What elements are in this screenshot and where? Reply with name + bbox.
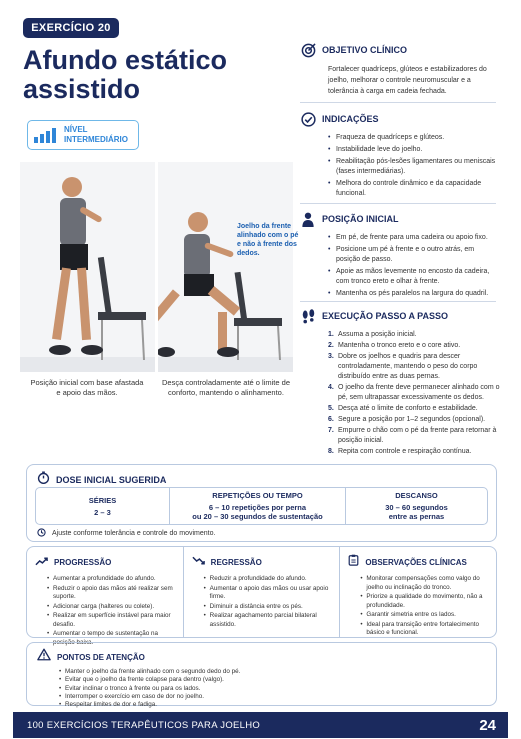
indications-title: INDICAÇÕES: [322, 114, 379, 124]
indications-section: [300, 111, 500, 201]
clipboard-icon: [348, 553, 359, 571]
list-item: • Reabilitação pós-lesões ligamentares ou meniscais (fases intermediárias).: [328, 157, 500, 177]
divider: [300, 102, 496, 103]
list-item: • Evitar inclinar o tronco à frente ou para os lados.: [59, 685, 486, 693]
list-item: 7. Empurre o chão com o pé da frente para retornar à posição inicial.: [328, 427, 497, 444]
list-item: 3. Dobre os joelhos e quadris para descer controladamente, mantendo o peso do corpo distribuído entre as duas pernas.: [328, 353, 478, 380]
progression-title: PROGRESSÃO: [54, 557, 112, 567]
list-item: • Aumentar o apoio das mãos ou usar apoio firme.: [204, 585, 332, 602]
divider: [300, 203, 496, 204]
list-item: • Interromper o exercício em caso de dor no joelho.: [59, 693, 486, 701]
progression-column: [27, 547, 184, 646]
page-title: Afundo estático assistido: [23, 45, 228, 104]
warning-icon: [37, 648, 51, 666]
list-item: • Evitar que o joelho da frente colapse para dentro (valgo).: [59, 676, 486, 684]
list-item: • Manter o joelho da frente alinhado com o segundo dedo do pé.: [59, 668, 486, 676]
clock-icon: [37, 528, 46, 539]
dose-title: DOSE INICIAL SUGERIDA: [56, 475, 167, 485]
dose-panel: [26, 464, 497, 542]
list-item: • Fraqueza de quadríceps e glúteos.: [328, 133, 500, 143]
reps-header: REPETIÇÕES OU TEMPO: [212, 491, 303, 500]
rest-header: DESCANSO: [395, 491, 438, 500]
dose-footnote: Ajuste conforme tolerância e controle do movimento.: [52, 530, 216, 537]
list-item: 2. Mantenha o tronco ereto e o core ativo.: [328, 342, 461, 349]
initial-position-section: [300, 211, 500, 301]
list-item: 1. Assuma a posição inicial.: [328, 331, 417, 338]
objective-text: Fortalecer quadríceps, glúteos e estabilizadores do joelho, melhorar o controle neuromuscular e a tolerância à carga em cadeia fechada.: [328, 66, 487, 95]
person-icon: [300, 211, 316, 227]
check-circle-icon: [300, 111, 316, 127]
list-item: • Adicionar carga (halteres ou colete).: [47, 603, 175, 612]
attention-panel: [26, 642, 497, 709]
list-item: • Posicione um pé à frente e o outro atrás, em posição de passo.: [328, 245, 500, 265]
rest-value-line2: entre as pernas: [388, 512, 445, 521]
list-item: • Aumentar a profundidade do afundo.: [47, 575, 175, 584]
list-item: • Melhora do controle dinâmico e da capacidade funcional.: [328, 179, 500, 199]
initial-position-title: POSIÇÃO INICIAL: [322, 214, 399, 224]
reps-value-line1: 6 – 10 repetições por perna: [208, 503, 307, 512]
list-item: • Em pé, de frente para uma cadeira ou apoio fixo.: [328, 233, 500, 243]
figure-note: Joelho da frente alinhado com o pé e não à frente dos dedos.: [237, 223, 299, 257]
list-item: 8. Repita com controle e respiração contínua.: [328, 448, 472, 455]
rest-value-line1: 30 – 60 segundos: [385, 503, 448, 512]
progression-panel: [26, 546, 497, 646]
target-icon: [300, 42, 316, 58]
list-item: • Apoie as mãos levemente no encosto da cadeira, com tronco ereto e olhar à frente.: [328, 267, 500, 287]
level-bars-icon: [34, 127, 56, 143]
list-item: • Garantir simetria entre os lados.: [360, 611, 488, 620]
list-item: • Monitorar compensações como valgo do joelho ou inclinação do tronco.: [360, 575, 488, 592]
list-item: 4. O joelho da frente deve permanecer alinhado com o pé, sem ultrapassar excessivamente os dedos.: [328, 384, 500, 401]
step-1-caption: Posição inicial com base afastada e apoio das mãos.: [30, 378, 144, 397]
list-item: • Reduzir o apoio das mãos até realizar sem suporte.: [47, 585, 175, 602]
level-badge: [27, 120, 139, 150]
execution-section: [300, 308, 500, 458]
series-value: 2 – 3: [94, 507, 111, 517]
list-item: 5. Desça até o limite de conforto e estabilidade.: [328, 405, 478, 412]
list-item: • Diminuir a distância entre os pés.: [204, 603, 332, 612]
list-item: • Realizar em superfície instável para maior desafio.: [47, 612, 175, 629]
list-item: • Reduzir a profundidade do afundo.: [204, 575, 332, 584]
trend-up-icon: [35, 553, 48, 571]
regression-column: [184, 547, 341, 637]
exercise-badge: EXERCÍCIO 20: [23, 18, 119, 38]
list-item: • Respeitar limites de dor e fadiga.: [59, 701, 486, 709]
level-label: NÍVEL INTERMEDIÁRIO: [64, 125, 128, 144]
divider: [300, 301, 496, 302]
regression-title: REGRESSÃO: [210, 557, 262, 567]
objective-title: OBJETIVO CLÍNICO: [322, 45, 408, 55]
footer-text: 100 EXERCÍCIOS TERAPÊUTICOS PARA JOELHO: [27, 719, 261, 731]
observations-column: [340, 547, 496, 637]
page-number: 24: [479, 716, 496, 734]
trend-down-icon: [192, 553, 205, 571]
list-item: 6. Segure a posição por 1–2 segundos (opcional).: [328, 416, 486, 423]
attention-title: PONTOS DE ATENÇÃO: [57, 652, 145, 662]
objective-section: [300, 42, 500, 97]
list-item: • Priorize a qualidade do movimento, não a profundidade.: [360, 593, 488, 610]
list-item: • Ideal para transição entre fortalecimento básico e funcional.: [360, 621, 488, 638]
execution-title: EXECUÇÃO PASSO A PASSO: [322, 311, 449, 321]
list-item: • Instabilidade leve do joelho.: [328, 145, 500, 155]
list-item: • Realizar agachamento parcial bilateral assistido.: [204, 612, 332, 629]
dose-table: [35, 487, 488, 525]
footprints-icon: [300, 308, 316, 324]
figure-step-1-illustration: [20, 162, 155, 372]
observations-title: OBSERVAÇÕES CLÍNICAS: [365, 557, 467, 567]
list-item: • Aumentar o tempo de sustentação na posição baixa.: [47, 630, 175, 647]
footer-bar: [13, 712, 508, 738]
list-item: • Mantenha os pés paralelos na largura do quadril.: [328, 289, 500, 299]
figure-step-2-illustration: [158, 162, 293, 372]
series-header: SÉRIES: [88, 495, 117, 505]
reps-value-line2: ou 20 – 30 segundos de sustentação: [192, 512, 323, 521]
step-2-caption: Desça controladamente até o limite de conforto, mantendo o alinhamento.: [162, 378, 290, 397]
